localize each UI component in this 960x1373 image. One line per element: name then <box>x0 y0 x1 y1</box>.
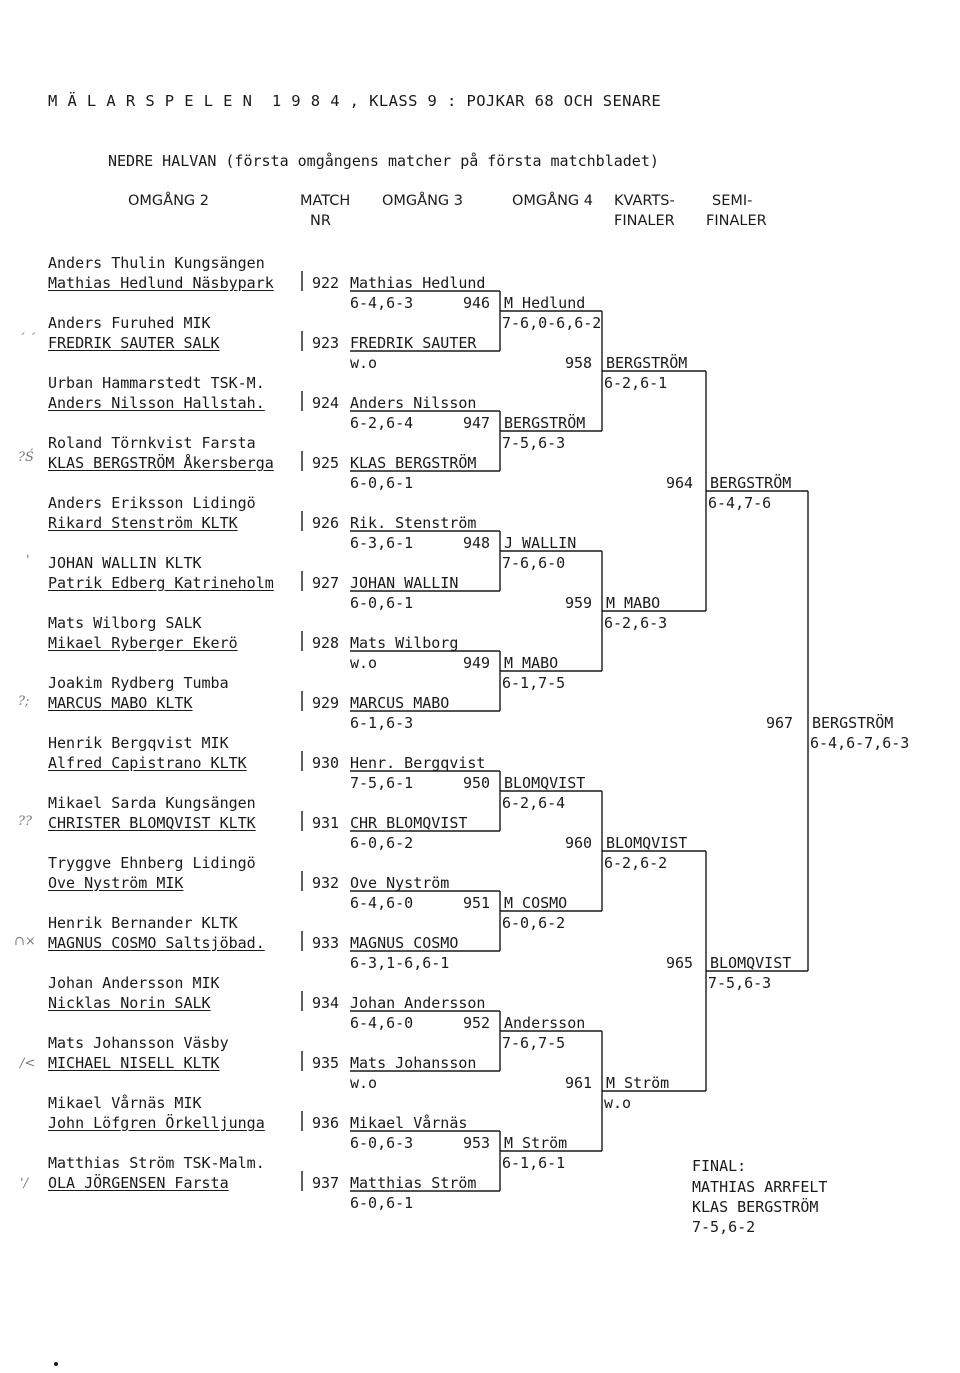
match-number: 958 <box>565 354 593 372</box>
final-player-1: MATHIAS ARRFELT <box>692 1178 828 1196</box>
match-score: 7-6,7-5 <box>502 1034 566 1052</box>
match-winner: M MABO <box>606 594 661 612</box>
match-winner: Anders Nilsson <box>350 394 477 412</box>
match-score: 7-6,0-6,6-2 <box>502 314 602 332</box>
match-number: 932 <box>312 874 340 892</box>
margin-mark: ∩× <box>14 934 36 949</box>
match-number: 961 <box>565 1074 593 1092</box>
player-entry: Alfred Capistrano KLTK <box>48 754 247 772</box>
match-score: 6-3,1-6,6-1 <box>350 954 450 972</box>
margin-mark: /< <box>20 1056 36 1071</box>
header-omgang4: OMGÅNG 4 <box>512 193 593 209</box>
match-winner: MAGNUS COSMO <box>350 934 459 952</box>
player-entry: CHRISTER BLOMQVIST KLTK <box>48 814 256 832</box>
match-number: 937 <box>312 1174 340 1192</box>
match-score: 6-4,6-0 <box>350 1014 414 1032</box>
match-number: 933 <box>312 934 340 952</box>
player-entry: Anders Thulin Kungsängen <box>48 254 265 272</box>
player-entry: MICHAEL NISELL KLTK <box>48 1054 220 1072</box>
match-number: 949 <box>463 654 491 672</box>
match-score: 6-1,7-5 <box>502 674 566 692</box>
match-number: 928 <box>312 634 340 652</box>
final-score: 7-5,6-2 <box>692 1218 756 1236</box>
match-score: 6-3,6-1 <box>350 534 414 552</box>
header-match-nr: MATCH <box>300 193 351 209</box>
player-entry: Urban Hammarstedt TSK-M. <box>48 374 265 392</box>
player-entry: Patrik Edberg Katrineholm <box>48 574 274 592</box>
header-semi: SEMI- <box>712 193 753 209</box>
match-score: 6-0,6-2 <box>350 834 414 852</box>
player-entry: Mikael Vårnäs MIK <box>48 1094 202 1112</box>
player-entry: Mats Johansson Väsby <box>48 1034 229 1052</box>
match-winner: Mikael Vårnäs <box>350 1114 468 1132</box>
match-score: 6-1,6-1 <box>502 1154 566 1172</box>
header-omgang2: OMGÅNG 2 <box>128 193 209 209</box>
match-winner: Johan Andersson <box>350 994 486 1012</box>
player-entry: Anders Eriksson Lidingö <box>48 494 256 512</box>
match-winner: CHR BLOMQVIST <box>350 814 468 832</box>
match-winner: Mats Johansson <box>350 1054 477 1072</box>
margin-mark: ?? <box>18 814 32 829</box>
player-entry: JOHAN WALLIN KLTK <box>48 554 202 572</box>
match-score: 6-0,6-1 <box>350 474 414 492</box>
match-score: 6-2,6-2 <box>604 854 668 872</box>
match-score: w.o <box>350 1074 378 1092</box>
match-winner: BERGSTRÖM <box>606 354 688 372</box>
match-score: w.o <box>350 654 378 672</box>
match-winner: JOHAN WALLIN <box>350 574 459 592</box>
header-kvarts: KVARTS- <box>614 193 675 209</box>
match-winner: FREDRIK SAUTER <box>350 334 477 352</box>
margin-mark: ?Ś <box>18 450 34 465</box>
player-entry: Henrik Bernander KLTK <box>48 914 238 932</box>
match-number: 950 <box>463 774 491 792</box>
player-entry: Nicklas Norin SALK <box>48 994 211 1012</box>
player-entry: Mikael Ryberger Ekerö <box>48 634 238 652</box>
match-score: 6-0,6-1 <box>350 1194 414 1212</box>
match-winner: BERGSTRÖM <box>710 474 792 492</box>
match-number: 959 <box>565 594 593 612</box>
match-winner: M Ström <box>504 1134 568 1152</box>
match-winner: Henr. Bergqvist <box>350 754 486 772</box>
match-score: 6-0,6-2 <box>502 914 566 932</box>
player-entry: John Löfgren Örkelljunga <box>48 1114 265 1132</box>
match-winner: M MABO <box>504 654 559 672</box>
header-match-nr-2: NR <box>310 213 331 229</box>
match-score: 7-5,6-1 <box>350 774 414 792</box>
match-number: 924 <box>312 394 340 412</box>
match-number: 967 <box>766 714 794 732</box>
match-winner: M Ström <box>606 1074 670 1092</box>
player-entry: Henrik Bergqvist MIK <box>48 734 229 752</box>
match-number: 960 <box>565 834 593 852</box>
match-number: 926 <box>312 514 340 532</box>
player-entry: Mats Wilborg SALK <box>48 614 202 632</box>
match-score: 6-1,6-3 <box>350 714 414 732</box>
match-score: 6-2,6-3 <box>604 614 668 632</box>
match-winner: J WALLIN <box>504 534 577 552</box>
match-score: w.o <box>604 1094 632 1112</box>
match-number: 927 <box>312 574 340 592</box>
match-number: 936 <box>312 1114 340 1132</box>
match-number: 947 <box>463 414 491 432</box>
player-entry: KLAS BERGSTRÖM Åkersberga <box>48 454 274 472</box>
player-entry: Mikael Sarda Kungsängen <box>48 794 256 812</box>
match-winner: Rik. Stenström <box>350 514 477 532</box>
player-entry: MAGNUS COSMO Saltsjöbad. <box>48 934 265 952</box>
final-player-2: KLAS BERGSTRÖM <box>692 1198 819 1216</box>
match-number: 946 <box>463 294 491 312</box>
stray-dot <box>54 1362 58 1366</box>
match-score: 6-2,6-4 <box>350 414 414 432</box>
player-entry: Mathias Hedlund Näsbypark <box>48 274 274 292</box>
final-label: FINAL: <box>692 1157 747 1175</box>
document-title: M Ä L A R S P E L E N 1 9 8 4 , KLASS 9 : POJKAR 68 OCH SENARE <box>48 92 662 110</box>
player-entry: Roland Törnkvist Farsta <box>48 434 256 452</box>
match-score: 7-5,6-3 <box>502 434 566 452</box>
document-subtitle: NEDRE HALVAN (första omgångens matcher på första matchbladet) <box>108 152 659 170</box>
match-winner: BERGSTRÖM <box>812 714 894 732</box>
match-number: 951 <box>463 894 491 912</box>
match-winner: BLOMQVIST <box>710 954 792 972</box>
match-score: w.o <box>350 354 378 372</box>
match-number: 934 <box>312 994 340 1012</box>
match-winner: Mats Wilborg <box>350 634 459 652</box>
match-winner: Matthias Ström <box>350 1174 477 1192</box>
player-entry: Rikard Stenström KLTK <box>48 514 238 532</box>
match-winner: M Hedlund <box>504 294 586 312</box>
header-kvarts-2: FINALER <box>614 213 675 229</box>
match-number: 929 <box>312 694 340 712</box>
match-winner: M COSMO <box>504 894 568 912</box>
match-score: 6-4,6-3 <box>350 294 414 312</box>
header-semi-2: FINALER <box>706 213 767 229</box>
match-score: 6-2,6-4 <box>502 794 566 812</box>
match-winner: Ove Nyström <box>350 874 450 892</box>
match-winner: BLOMQVIST <box>504 774 586 792</box>
header-omgang3: OMGÅNG 3 <box>382 193 463 209</box>
player-entry: Matthias Ström TSK-Malm. <box>48 1154 265 1172</box>
match-winner: Mathias Hedlund <box>350 274 486 292</box>
match-number: 948 <box>463 534 491 552</box>
player-entry: Johan Andersson MIK <box>48 974 220 992</box>
margin-mark: ´ ´ <box>18 332 36 347</box>
match-winner: KLAS BERGSTRÖM <box>350 454 477 472</box>
player-entry: Joakim Rydberg Tumba <box>48 674 229 692</box>
match-score: 6-4,6-0 <box>350 894 414 912</box>
player-entry: Anders Furuhed MIK <box>48 314 211 332</box>
player-entry: FREDRIK SAUTER SALK <box>48 334 220 352</box>
match-number: 922 <box>312 274 340 292</box>
margin-mark: ?; <box>18 694 30 709</box>
match-number: 964 <box>666 474 694 492</box>
match-number: 923 <box>312 334 340 352</box>
match-winner: BERGSTRÖM <box>504 414 586 432</box>
match-score: 6-0,6-3 <box>350 1134 414 1152</box>
match-number: 931 <box>312 814 340 832</box>
match-score: 6-2,6-1 <box>604 374 668 392</box>
match-score: 7-6,6-0 <box>502 554 566 572</box>
player-entry: OLA JÖRGENSEN Farsta <box>48 1174 229 1192</box>
match-number: 952 <box>463 1014 491 1032</box>
match-winner: MARCUS MABO <box>350 694 450 712</box>
match-score: 6-4,6-7,6-3 <box>810 734 910 752</box>
match-winner: BLOMQVIST <box>606 834 688 852</box>
player-entry: MARCUS MABO KLTK <box>48 694 193 712</box>
player-entry: Ove Nyström MIK <box>48 874 184 892</box>
player-entry: Tryggve Ehnberg Lidingö <box>48 854 256 872</box>
match-score: 6-4,7-6 <box>708 494 772 512</box>
match-number: 935 <box>312 1054 340 1072</box>
match-winner: Andersson <box>504 1014 586 1032</box>
margin-mark: '/ <box>20 1176 28 1191</box>
match-number: 965 <box>666 954 694 972</box>
margin-mark: ' <box>26 553 30 568</box>
match-score: 6-0,6-1 <box>350 594 414 612</box>
match-number: 930 <box>312 754 340 772</box>
match-number: 953 <box>463 1134 491 1152</box>
match-number: 925 <box>312 454 340 472</box>
match-score: 7-5,6-3 <box>708 974 772 992</box>
player-entry: Anders Nilsson Hallstah. <box>48 394 265 412</box>
